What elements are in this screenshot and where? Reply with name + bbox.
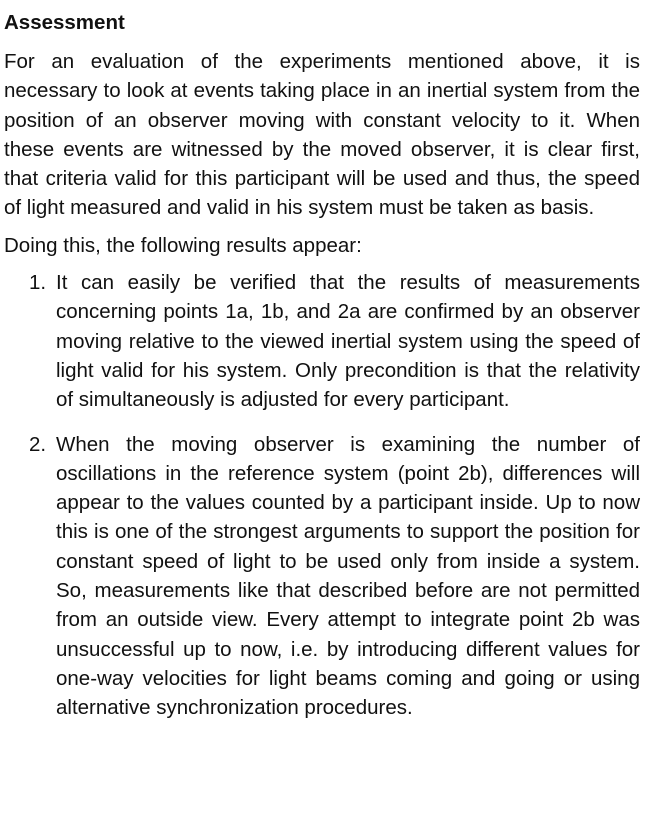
paragraph-evaluation: For an evaluation of the experiments mentioned above, it is necessary to look at events taking place in an inertial system from the position of an observer moving with constant velocity to it. When these events are witnessed by the moved observer, it is clear first, that criteria valid for this participant will be used and thus, the speed of light measured and valid in his system must be taken as basis.	[4, 50, 640, 220]
list-item-number: 2.	[29, 432, 47, 456]
list-item	[4, 268, 640, 414]
list-item-text: When the moving observer is examining the number of oscillations in the reference system (point 2b), differences will appear to the values counted by a participant inside. Up to now this is one of the strongest arguments to support the position for constant speed of light to be used only from inside a system. So, measurements like that described before are not permitted from an outside view. Every attempt to integrate point 2b was unsuccessful up to now, i.e. by introducing different values for one-way velocities for light beams coming and going or using alternative synchronization procedures.	[56, 432, 640, 720]
results-list	[4, 268, 640, 722]
document-page	[4, 10, 640, 738]
list-item-text: It can easily be verified that the results of measurements concerning points 1a, 1b, and 2a are confirmed by an observer moving relative to the viewed inertial system using the speed of light valid for his system. Only precondition is that the relativity of simultaneously is adjusted for every participant.	[56, 271, 640, 412]
section-heading: Assessment	[4, 11, 125, 34]
list-item-number: 1.	[29, 271, 47, 295]
list-item	[4, 430, 640, 723]
paragraph-results-intro: Doing this, the following results appear:	[4, 233, 362, 257]
